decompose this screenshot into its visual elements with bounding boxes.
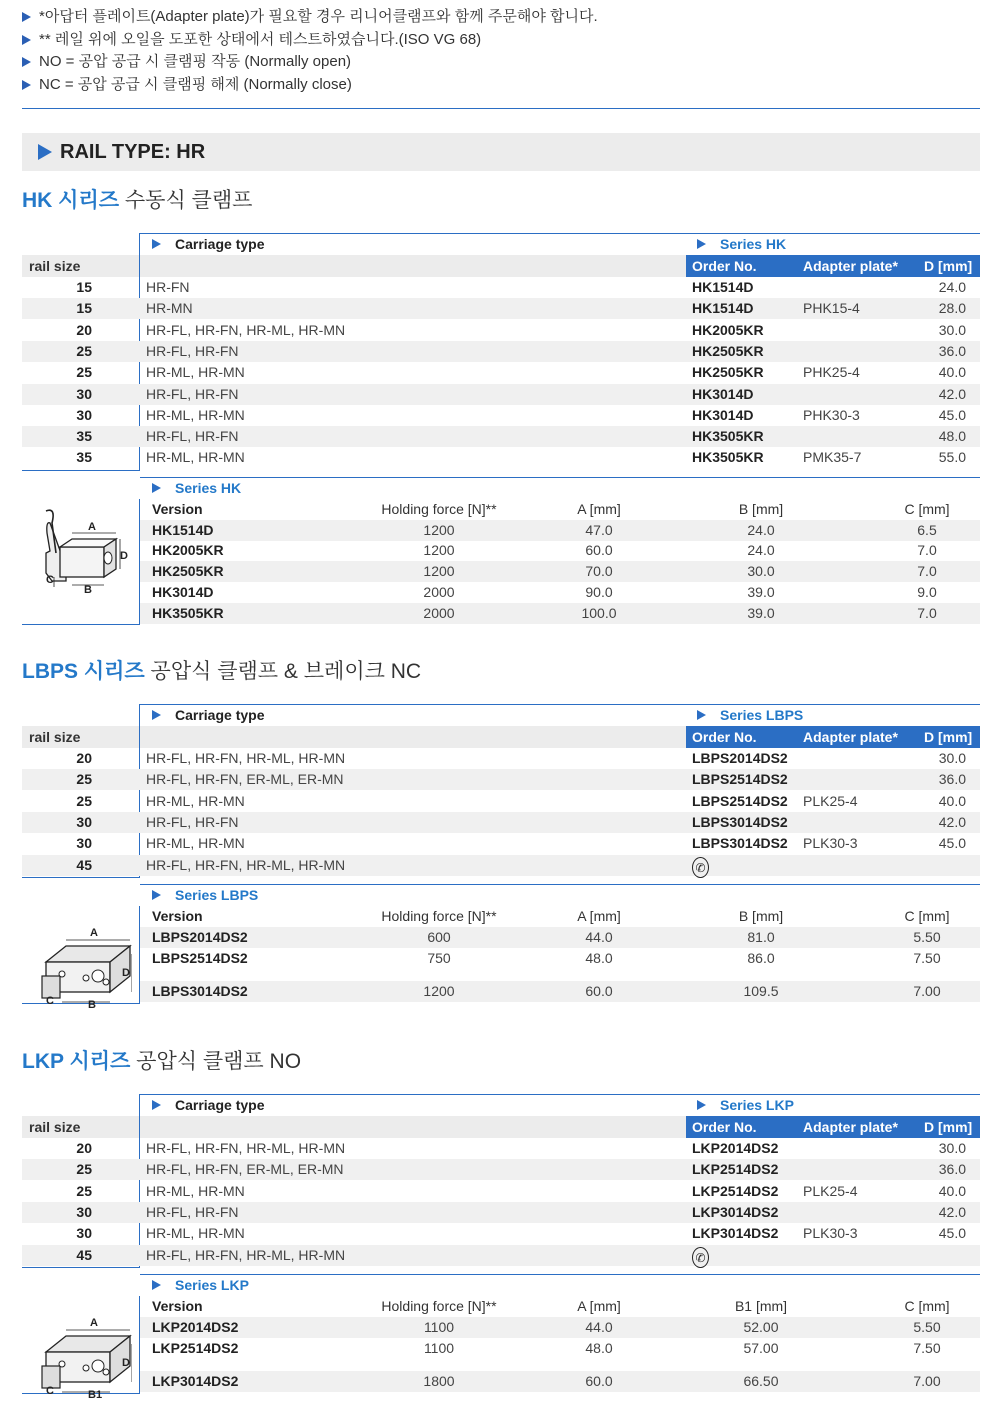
rail-size-header-row — [22, 255, 980, 277]
table-row — [22, 1159, 980, 1180]
version-cell: LKP3014DS2 — [152, 1373, 239, 1390]
b-mm-cell: 24.0 — [747, 542, 775, 559]
holding-force-cell: 1200 — [423, 542, 455, 559]
c-mm-header: C [mm] — [904, 500, 950, 517]
a-mm-cell: 100.0 — [581, 604, 617, 621]
rail-size-header-row — [22, 1116, 980, 1138]
adapter-plate-cell: PMK35-7 — [803, 449, 862, 466]
rail-size-cell: 45 — [76, 856, 92, 873]
b-mm-cell: 109.5 — [743, 983, 779, 1000]
order-no-header: Order No. — [692, 729, 757, 745]
d-mm-header: D [mm] — [924, 1119, 973, 1135]
d-mm-cell: 45.0 — [938, 1225, 966, 1242]
rail-size-cell: 35 — [76, 449, 92, 466]
d-mm-cell: 42.0 — [938, 813, 966, 830]
rail-size-cell: 20 — [76, 750, 92, 766]
a-mm-header: A [mm] — [577, 907, 621, 924]
clamp-diagram-icon — [32, 503, 132, 593]
series-name: HK 시리즈 — [22, 189, 120, 212]
order-no-cell: LBPS3014DS2 — [692, 813, 788, 830]
a-mm-cell: 44.0 — [585, 928, 613, 945]
note-item: *아답터 플레이트(Adapter plate)가 필요할 경우 리니어클램프와 함께 주문해야 합니다. — [22, 6, 982, 29]
carriage-type-cell: HR-FL, HR-FN — [146, 1203, 239, 1220]
triangle-bullet-icon — [697, 1100, 706, 1110]
dimension-label-b: B — [84, 583, 92, 593]
table-row — [22, 362, 980, 383]
order-no-cell: LBPS2514DS2 — [692, 771, 788, 788]
c-mm-cell: 6.5 — [917, 521, 937, 538]
order-no-cell: HK2505KR — [692, 342, 764, 359]
adapter-plate-cell: PLK25-4 — [803, 792, 858, 809]
b-mm-cell: 39.0 — [747, 604, 775, 621]
series-header: Series HK — [697, 233, 786, 255]
d-mm-cell: 36.0 — [938, 342, 966, 359]
holding-force-cell: 2000 — [423, 604, 455, 621]
note-item: NO = 공압 공급 시 클램핑 작동 (Normally open) — [22, 51, 982, 74]
b-mm-header: B [mm] — [738, 907, 784, 924]
carriage-type-cell: HR-FL, HR-FN, HR-ML, HR-MN — [146, 1140, 346, 1156]
table-row — [22, 855, 980, 876]
order-no-cell: LBPS2014DS2 — [692, 750, 788, 766]
series-header: Series LBPS — [152, 884, 258, 906]
holding-force-cell: 1200 — [423, 983, 455, 1000]
d-mm-cell: 28.0 — [938, 300, 966, 317]
triangle-bullet-icon — [152, 1100, 161, 1110]
version-row — [146, 582, 980, 603]
rail-size-cell: 20 — [76, 1140, 92, 1156]
version-row — [146, 1338, 980, 1359]
carriage-type-cell: HR-FL, HR-FN — [146, 385, 239, 402]
carriage-type-cell: HR-ML, HR-MN — [146, 792, 245, 809]
order-no-cell: HK2505KR — [692, 364, 764, 381]
version-header-row — [146, 906, 980, 927]
carriage-type-cell: HR-FL, HR-FN, ER-ML, ER-MN — [146, 1161, 344, 1178]
b-mm-cell: 86.0 — [747, 949, 775, 966]
series-name: LKP 시리즈 — [22, 1050, 131, 1073]
order-no-header: Order No. — [692, 1119, 757, 1135]
order-no-header: Order No. — [692, 258, 757, 274]
order-no-cell: LKP3014DS2 — [692, 1203, 779, 1220]
d-mm-cell: 48.0 — [938, 428, 966, 445]
note-item: ** 레일 위에 오일을 도포한 상태에서 테스트하였습니다.(ISO VG 68) — [22, 29, 982, 52]
table-row — [22, 341, 980, 362]
holding-force-header: Holding force [N]** — [381, 500, 497, 517]
version-header-row — [146, 1296, 980, 1317]
dimension-label-a: A — [88, 520, 96, 533]
d-mm-cell: 36.0 — [938, 1161, 966, 1178]
triangle-bullet-icon — [697, 239, 706, 249]
carriage-type-cell: HR-FL, HR-FN, HR-ML, HR-MN — [146, 321, 346, 338]
table-row — [22, 320, 980, 341]
d-mm-cell: 55.0 — [938, 449, 966, 466]
b-mm-cell: 81.0 — [747, 928, 775, 945]
header-line — [140, 233, 980, 234]
lbps-section-title — [22, 657, 421, 687]
carriage-type-cell: HR-FL, HR-FN — [146, 342, 239, 359]
carriage-type-cell: HR-FN — [146, 279, 190, 295]
table-row — [22, 384, 980, 405]
notes-list — [22, 6, 982, 96]
version-row — [140, 1317, 980, 1338]
version-row — [140, 1371, 980, 1392]
order-no-cell: HK3505KR — [692, 449, 764, 466]
adapter-plate-header: Adapter plate* — [803, 258, 898, 274]
d-mm-cell: 40.0 — [938, 792, 966, 809]
rail-size-cell: 15 — [76, 300, 92, 317]
version-row — [140, 927, 980, 948]
rail-size-cell: 30 — [76, 813, 92, 830]
adapter-plate-cell: PHK30-3 — [803, 406, 860, 423]
carriage-type-cell: HR-FL, HR-FN — [146, 428, 239, 445]
a-mm-cell: 60.0 — [585, 983, 613, 1000]
version-cell: LKP2514DS2 — [152, 1339, 239, 1356]
header-line — [140, 704, 980, 705]
triangle-bullet-icon — [152, 483, 161, 493]
d-mm-cell: 24.0 — [938, 279, 966, 295]
order-no-cell: HK1514D — [692, 279, 754, 295]
header-line — [140, 884, 980, 885]
hk-section-title — [22, 186, 252, 216]
b-mm-cell: 24.0 — [747, 521, 775, 538]
b-mm-cell: 39.0 — [747, 583, 775, 600]
d-mm-cell: 42.0 — [938, 385, 966, 402]
c-mm-header: C [mm] — [904, 1297, 950, 1314]
rail-size-label: rail size — [29, 258, 81, 274]
b-mm-cell: 30.0 — [747, 563, 775, 580]
adapter-plate-cell: PHK25-4 — [803, 364, 860, 381]
series-header: Series LKP — [697, 1094, 794, 1116]
c-mm-cell: 7.50 — [913, 949, 941, 966]
order-no-cell: HK3014D — [692, 406, 754, 423]
header-line — [140, 1094, 980, 1095]
adapter-plate-cell: PLK30-3 — [803, 1225, 858, 1242]
c-mm-cell: 7.50 — [913, 1339, 941, 1356]
dimension-label-a: A — [90, 1316, 98, 1329]
table-row — [22, 1181, 980, 1202]
clamp-diagram-box — [22, 1296, 140, 1398]
rail-type-banner: RAIL TYPE: HR — [22, 133, 980, 171]
rail-size-cell: 35 — [76, 428, 92, 445]
table-row — [22, 812, 980, 833]
holding-force-cell: 1200 — [423, 521, 455, 538]
d-mm-cell: 40.0 — [938, 364, 966, 381]
triangle-bullet-icon — [697, 710, 706, 720]
version-row — [146, 948, 980, 969]
order-no-cell: LKP3014DS2 — [692, 1225, 779, 1242]
series-header: Series HK — [152, 477, 241, 499]
triangle-bullet-icon — [22, 12, 31, 22]
d-mm-cell: 40.0 — [938, 1182, 966, 1199]
a-mm-cell: 47.0 — [585, 521, 613, 538]
carriage-type-cell: HR-ML, HR-MN — [146, 449, 245, 466]
carriage-type-cell: HR-ML, HR-MN — [146, 364, 245, 381]
version-cell: LBPS2014DS2 — [152, 928, 248, 945]
version-cell: LKP2014DS2 — [152, 1318, 239, 1335]
holding-force-cell: 1100 — [423, 1339, 455, 1356]
lkp-section-title — [22, 1047, 301, 1077]
series-description: 공압식 클램프 NO — [130, 1050, 302, 1073]
triangle-bullet-icon — [38, 144, 52, 160]
version-header: Version — [152, 500, 203, 517]
order-header-cells — [686, 255, 980, 277]
rail-size-header-row — [22, 726, 980, 748]
rail-size-cell: 25 — [76, 1161, 92, 1178]
carriage-type-cell: HR-ML, HR-MN — [146, 406, 245, 423]
carriage-type-cell: HR-MN — [146, 300, 193, 317]
version-cell: HK2505KR — [152, 563, 224, 580]
c-mm-cell: 7.0 — [917, 563, 937, 580]
carriage-type-cell: HR-FL, HR-FN, HR-ML, HR-MN — [146, 1246, 346, 1263]
rail-size-cell: 30 — [76, 385, 92, 402]
c-mm-cell: 7.0 — [917, 604, 937, 621]
holding-force-cell: 1800 — [423, 1373, 455, 1390]
version-cell: LBPS2514DS2 — [152, 949, 248, 966]
carriage-type-header: Carriage type — [152, 1094, 264, 1116]
version-row — [140, 561, 980, 582]
c-mm-cell: 7.00 — [913, 1373, 941, 1390]
triangle-bullet-icon — [152, 1280, 161, 1290]
table-row — [22, 426, 980, 447]
order-no-cell: HK2005KR — [692, 321, 764, 338]
carriage-type-header: Carriage type — [152, 233, 264, 255]
rail-size-cell: 25 — [76, 792, 92, 809]
b-mm-cell: 66.50 — [743, 1373, 779, 1390]
b-mm-cell: 52.00 — [743, 1318, 779, 1335]
c-mm-cell: 5.50 — [913, 1318, 941, 1335]
d-mm-header: D [mm] — [924, 729, 973, 745]
table-row — [22, 769, 980, 790]
series-description: 공압식 클램프 & 브레이크 NC — [144, 660, 422, 683]
version-row — [140, 981, 980, 1002]
a-mm-cell: 48.0 — [585, 949, 613, 966]
carriage-type-cell: HR-FL, HR-FN, HR-ML, HR-MN — [146, 856, 346, 873]
rail-size-cell: 30 — [76, 1203, 92, 1220]
adapter-plate-cell: PHK15-4 — [803, 300, 860, 317]
a-mm-cell: 60.0 — [585, 542, 613, 559]
version-row — [140, 520, 980, 541]
holding-force-header: Holding force [N]** — [381, 1297, 497, 1314]
a-mm-cell: 90.0 — [585, 583, 613, 600]
carriage-type-cell: HR-ML, HR-MN — [146, 835, 245, 852]
clamp-diagram-box — [22, 906, 140, 1008]
order-no-cell: HK3505KR — [692, 428, 764, 445]
order-no-cell: LKP2514DS2 — [692, 1182, 779, 1199]
clamp-diagram-box — [22, 499, 140, 626]
c-mm-header: C [mm] — [904, 907, 950, 924]
phone-icon: ✆ — [692, 857, 709, 878]
b-mm-header: B [mm] — [738, 500, 784, 517]
triangle-bullet-icon — [152, 239, 161, 249]
phone-icon: ✆ — [692, 1247, 709, 1268]
rail-size-cell: 25 — [76, 342, 92, 359]
dimension-label-b: B1 — [88, 1388, 103, 1398]
a-mm-cell: 70.0 — [585, 563, 613, 580]
order-no-cell: LKP2514DS2 — [692, 1161, 779, 1178]
triangle-bullet-icon — [152, 890, 161, 900]
version-cell: HK3014D — [152, 583, 214, 600]
version-cell: LBPS3014DS2 — [152, 983, 248, 1000]
order-no-cell: HK1514D — [692, 300, 754, 317]
dimension-label-d: D — [120, 549, 128, 562]
c-mm-cell: 7.00 — [913, 983, 941, 1000]
rail-size-cell: 25 — [76, 1182, 92, 1199]
rail-size-cell: 20 — [76, 321, 92, 338]
order-no-cell: LBPS2514DS2 — [692, 792, 788, 809]
table-row — [22, 1138, 980, 1159]
series-description: 수동식 클램프 — [119, 189, 253, 212]
divider — [22, 108, 980, 109]
holding-force-header: Holding force [N]** — [381, 907, 497, 924]
version-header: Version — [152, 907, 203, 924]
carriage-type-cell: HR-FL, HR-FN, ER-ML, ER-MN — [146, 771, 344, 788]
dimension-label-d: D — [122, 1356, 130, 1369]
rail-size-label: rail size — [29, 729, 81, 745]
holding-force-cell: 600 — [427, 928, 451, 945]
header-line — [140, 1274, 980, 1275]
rail-size-cell: 25 — [76, 771, 92, 788]
a-mm-cell: 48.0 — [585, 1339, 613, 1356]
rail-size-cell: 15 — [76, 279, 92, 295]
table-row — [22, 1245, 980, 1266]
c-mm-cell: 5.50 — [913, 928, 941, 945]
carriage-type-cell: HR-FL, HR-FN, HR-ML, HR-MN — [146, 750, 346, 766]
adapter-plate-cell: PLK25-4 — [803, 1182, 858, 1199]
order-no-cell: HK3014D — [692, 385, 754, 402]
table-row — [22, 748, 980, 769]
table-row — [22, 1223, 980, 1244]
adapter-plate-cell: PLK30-3 — [803, 835, 858, 852]
table-row — [22, 277, 980, 298]
table-row — [22, 405, 980, 426]
note-item: NC = 공압 공급 시 클램핑 해제 (Normally close) — [22, 74, 982, 97]
d-mm-cell: 30.0 — [938, 1140, 966, 1156]
a-mm-cell: 44.0 — [585, 1318, 613, 1335]
dimension-label-c: C — [46, 1384, 54, 1397]
adapter-plate-header: Adapter plate* — [803, 729, 898, 745]
series-name: LBPS 시리즈 — [22, 660, 145, 683]
adapter-plate-header: Adapter plate* — [803, 1119, 898, 1135]
holding-force-cell: 1100 — [423, 1318, 455, 1335]
c-mm-cell: 9.0 — [917, 583, 937, 600]
b-mm-cell: 57.00 — [743, 1339, 779, 1356]
dimension-label-a: A — [90, 926, 98, 939]
table-row — [22, 791, 980, 812]
dimension-label-b: B — [88, 998, 96, 1008]
header-line — [140, 477, 980, 478]
triangle-bullet-icon — [22, 57, 31, 67]
series-header: Series LKP — [152, 1274, 249, 1296]
holding-force-cell: 1200 — [423, 563, 455, 580]
clamp-diagram-icon — [32, 918, 132, 1008]
order-no-cell: LKP2014DS2 — [692, 1140, 779, 1156]
d-mm-cell: 45.0 — [938, 835, 966, 852]
order-header-cells — [686, 726, 980, 748]
version-cell: HK1514D — [152, 521, 214, 538]
a-mm-header: A [mm] — [577, 500, 621, 517]
d-mm-cell: 45.0 — [938, 406, 966, 423]
dimension-label-d: D — [122, 966, 130, 979]
d-mm-header: D [mm] — [924, 258, 973, 274]
holding-force-cell: 2000 — [423, 583, 455, 600]
clamp-diagram-icon — [32, 1308, 132, 1398]
series-header: Series LBPS — [697, 704, 803, 726]
order-header-cells — [686, 1116, 980, 1138]
carriage-type-cell: HR-FL, HR-FN — [146, 813, 239, 830]
rail-size-cell: 45 — [76, 1246, 92, 1263]
version-cell: HK2005KR — [152, 542, 224, 559]
rail-size-label: rail size — [29, 1119, 81, 1135]
version-header-row — [146, 499, 980, 520]
c-mm-cell: 7.0 — [917, 542, 937, 559]
a-mm-cell: 60.0 — [585, 1373, 613, 1390]
version-header: Version — [152, 1297, 203, 1314]
version-row — [140, 603, 980, 624]
triangle-bullet-icon — [22, 80, 31, 90]
order-no-cell: LBPS3014DS2 — [692, 835, 788, 852]
dimension-label-c: C — [46, 573, 54, 586]
carriage-type-cell: HR-ML, HR-MN — [146, 1182, 245, 1199]
version-row — [146, 540, 980, 561]
a-mm-header: A [mm] — [577, 1297, 621, 1314]
rail-size-cell: 25 — [76, 364, 92, 381]
table-row — [22, 298, 980, 319]
d-mm-cell: 42.0 — [938, 1203, 966, 1220]
carriage-type-cell: HR-ML, HR-MN — [146, 1225, 245, 1242]
table-row — [22, 447, 980, 468]
rail-size-cell: 30 — [76, 406, 92, 423]
d-mm-cell: 30.0 — [938, 750, 966, 766]
d-mm-cell: 36.0 — [938, 771, 966, 788]
rail-size-cell: 30 — [76, 835, 92, 852]
holding-force-cell: 750 — [427, 949, 451, 966]
version-cell: HK3505KR — [152, 604, 224, 621]
triangle-bullet-icon — [22, 35, 31, 45]
table-row — [22, 833, 980, 854]
triangle-bullet-icon — [152, 710, 161, 720]
rail-size-cell: 30 — [76, 1225, 92, 1242]
table-row — [22, 1202, 980, 1223]
carriage-type-header: Carriage type — [152, 704, 264, 726]
d-mm-cell: 30.0 — [938, 321, 966, 338]
b-mm-header: B1 [mm] — [734, 1297, 788, 1314]
dimension-label-c: C — [46, 994, 54, 1007]
